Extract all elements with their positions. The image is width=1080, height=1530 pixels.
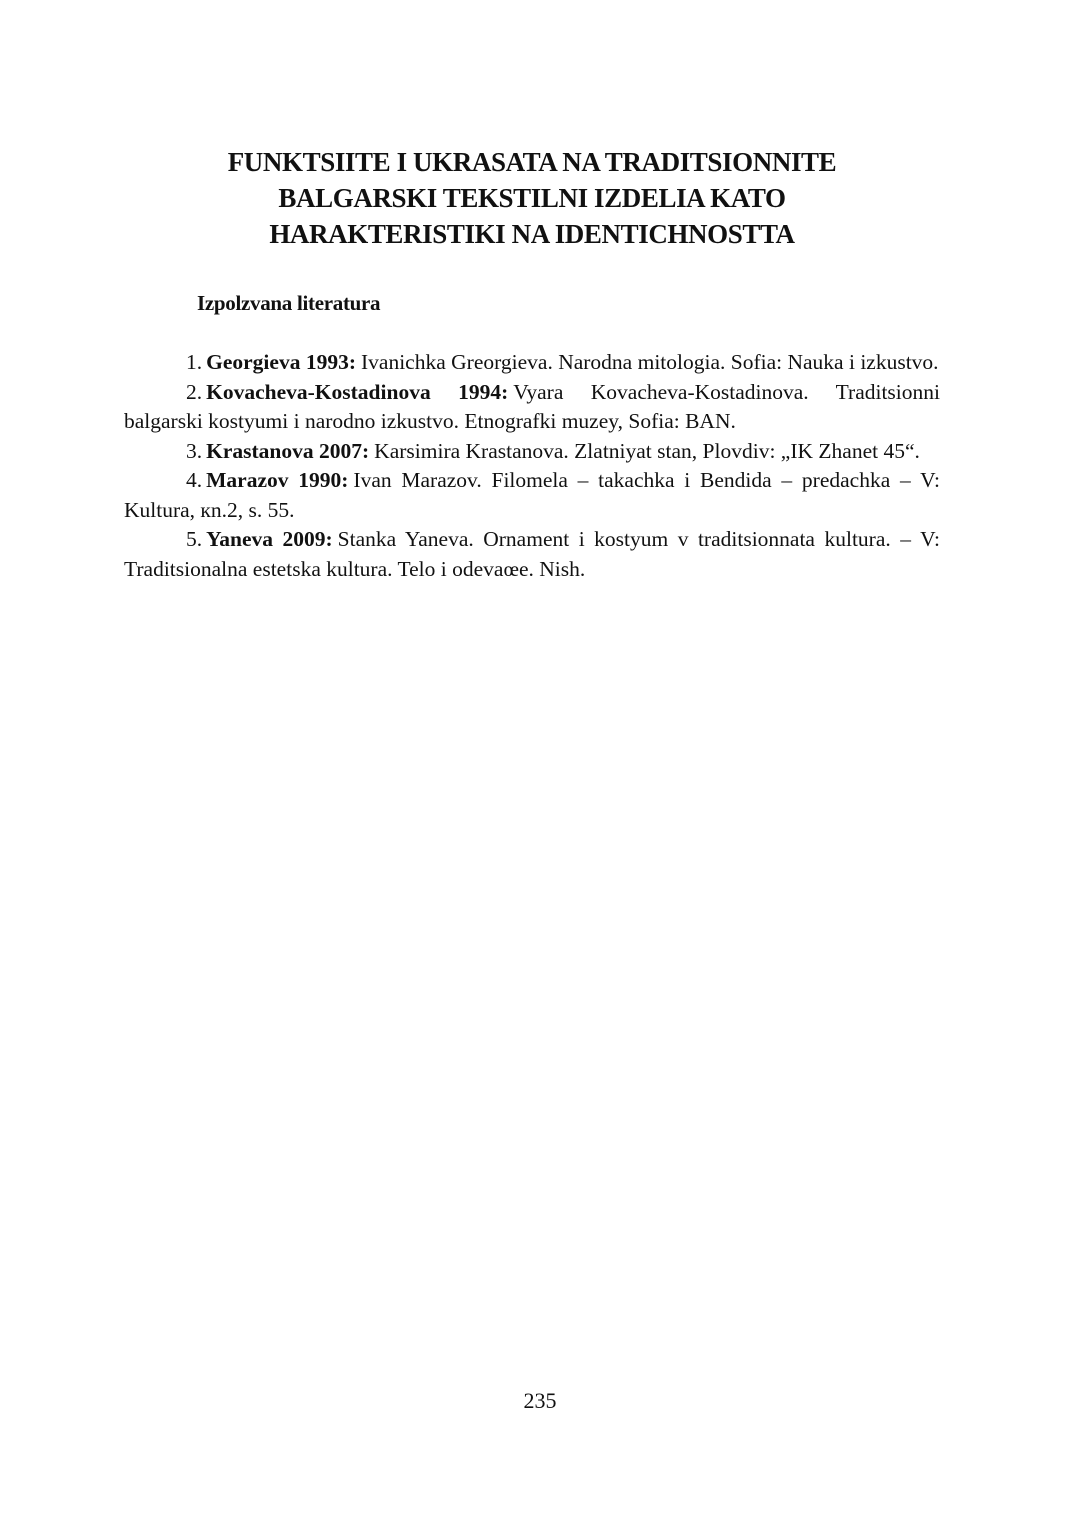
reference-number: 1. bbox=[186, 350, 203, 374]
reference-key: Krastanova 2007: bbox=[206, 438, 370, 463]
reference-text: Stanka Yaneva. Ornament i kostyum v traditsionnata kultura. – V: Traditsionalna estetska kultura. Telo i odevaœe. Nish. bbox=[124, 527, 940, 581]
reference-key: Yaneva 2009: bbox=[206, 527, 333, 551]
reference-item bbox=[124, 466, 940, 525]
reference-number: 4. bbox=[186, 468, 203, 492]
page-number: 235 bbox=[523, 1388, 557, 1413]
reference-text: Vyara Kovacheva-Kostadinova. Traditsionni balgarski kostyumi i narodno izkustvo. Etnografki muzey, Sofia: BAN. bbox=[124, 379, 940, 433]
document-title bbox=[124, 144, 940, 252]
reference-key: Marazov 1990: bbox=[206, 468, 349, 492]
reference-number: 3. bbox=[186, 438, 203, 463]
reference-text: Ivan Marazov. Filomela – takachka i Bendida – predachka – V: Kultura, кn.2, s. 55. bbox=[124, 468, 941, 522]
reference-number: 5. bbox=[186, 527, 203, 551]
references-heading: Izpolzvana literatura bbox=[197, 291, 381, 315]
reference-item bbox=[124, 525, 940, 584]
reference-text: Karsimira Krastanova. Zlatniyat stan, Plovdiv: „IK Zhanet 45“. bbox=[374, 438, 920, 463]
title-line-1: FUNKTSIITE I UKRASATA NA TRADITSIONNITE bbox=[227, 147, 837, 177]
reference-key: Georgieva 1993: bbox=[206, 350, 356, 374]
reference-item bbox=[124, 348, 940, 378]
title-line-3: HARAKTERISTIKI NA IDENTICHNOSTTA bbox=[269, 219, 795, 249]
reference-number: 2. bbox=[186, 379, 203, 404]
title-line-2: BALGARSKI TEKSTILNI IZDELIA KATO bbox=[278, 183, 786, 213]
reference-item bbox=[124, 437, 940, 467]
reference-text: Ivanichka Greorgieva. Narodna mitologia. Sofia: Nauka i izkustvo. bbox=[361, 350, 939, 374]
references-list bbox=[124, 348, 940, 584]
reference-item bbox=[124, 378, 940, 437]
reference-key: Kovacheva-Kostadinova 1994: bbox=[206, 379, 509, 404]
